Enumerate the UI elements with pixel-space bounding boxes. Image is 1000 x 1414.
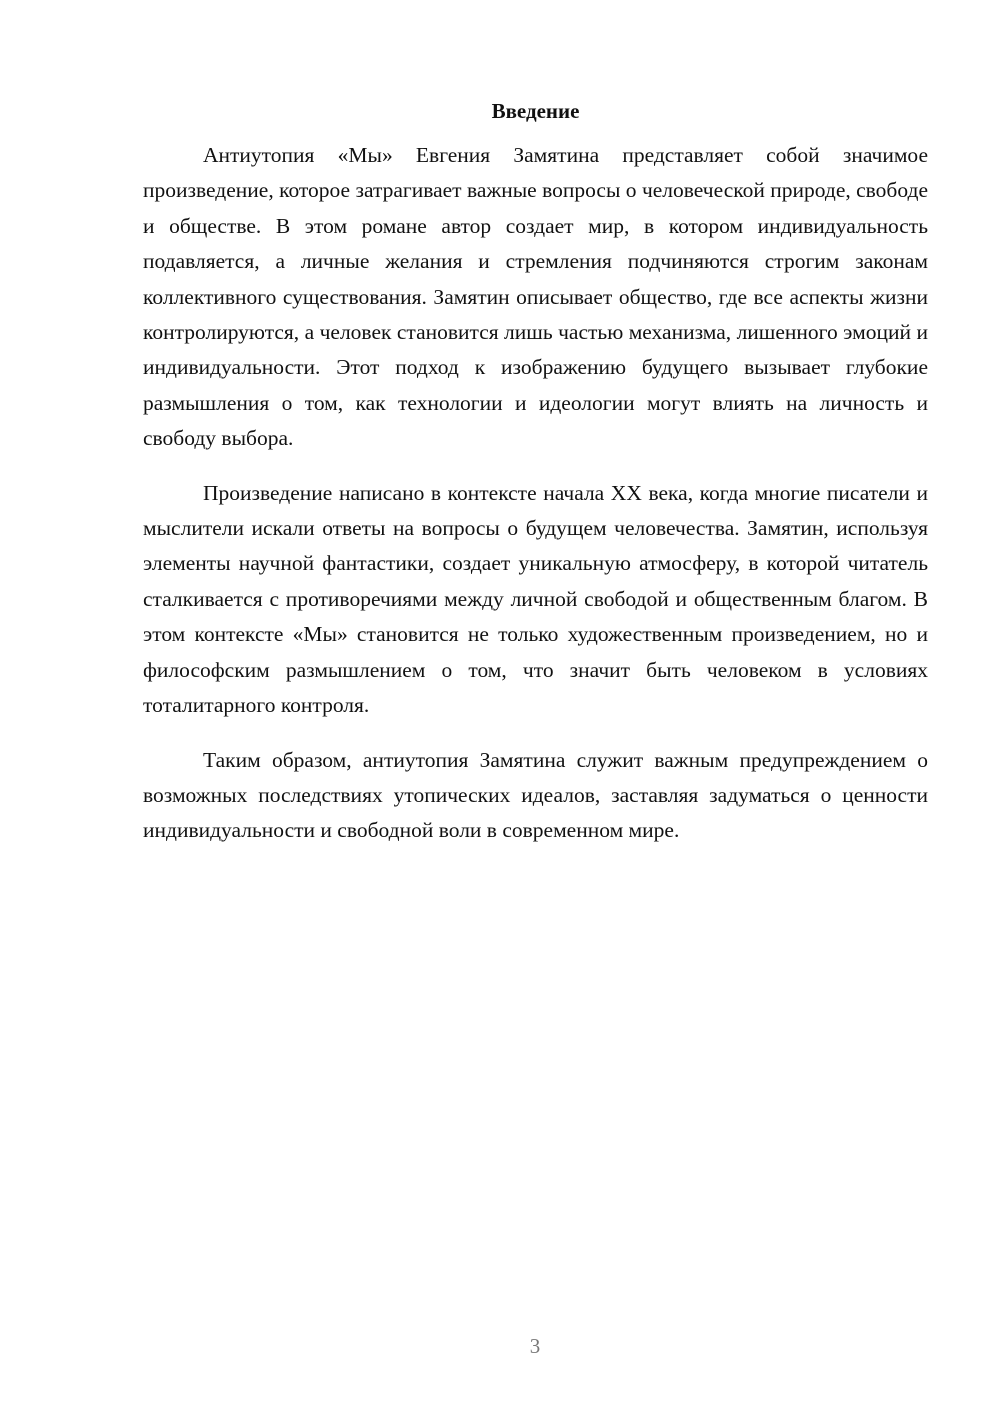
paragraph-1: Антиутопия «Мы» Евгения Замятина представляет собой значимое произведение, которое затрагивает важные вопросы о человеческой природе, свободе и обществе. В этом романе автор создает мир, в котором индивидуальность подавляется, а личные желания и стремления подчиняются строгим законам коллективного существования. Замятин описывает общество, где все аспекты жизни контролируются, а человек становится лишь частью механизма, лишенного эмоций и индивидуальности. Этот подход к изображению будущего вызывает глубокие размышления о том, как технологии и идеологии могут влиять на личность и свободу выбора. xyxy=(143,143,928,451)
page-content xyxy=(143,96,928,868)
section-heading: Введение xyxy=(491,99,580,123)
paragraph-3: Таким образом, антиутопия Замятина служит важным предупреждением о возможных последствиях утопических идеалов, заставляя задуматься о ценности индивидуальности и свободной воли в современном мире. xyxy=(143,747,928,843)
page-number: 3 xyxy=(529,1334,541,1358)
paragraph-2: Произведение написано в контексте начала XX века, когда многие писатели и мыслители искали ответы на вопросы о будущем человечества. Замятин, используя элементы научной фантастики, создает уникальную атмосферу, в которой читатель сталкивается с противоречиями между личной свободой и общественным благом. В этом контексте «Мы» становится не только художественным произведением, но и философским размышлением о том, что значит быть человеком в условиях тоталитарного контроля. xyxy=(143,480,928,718)
